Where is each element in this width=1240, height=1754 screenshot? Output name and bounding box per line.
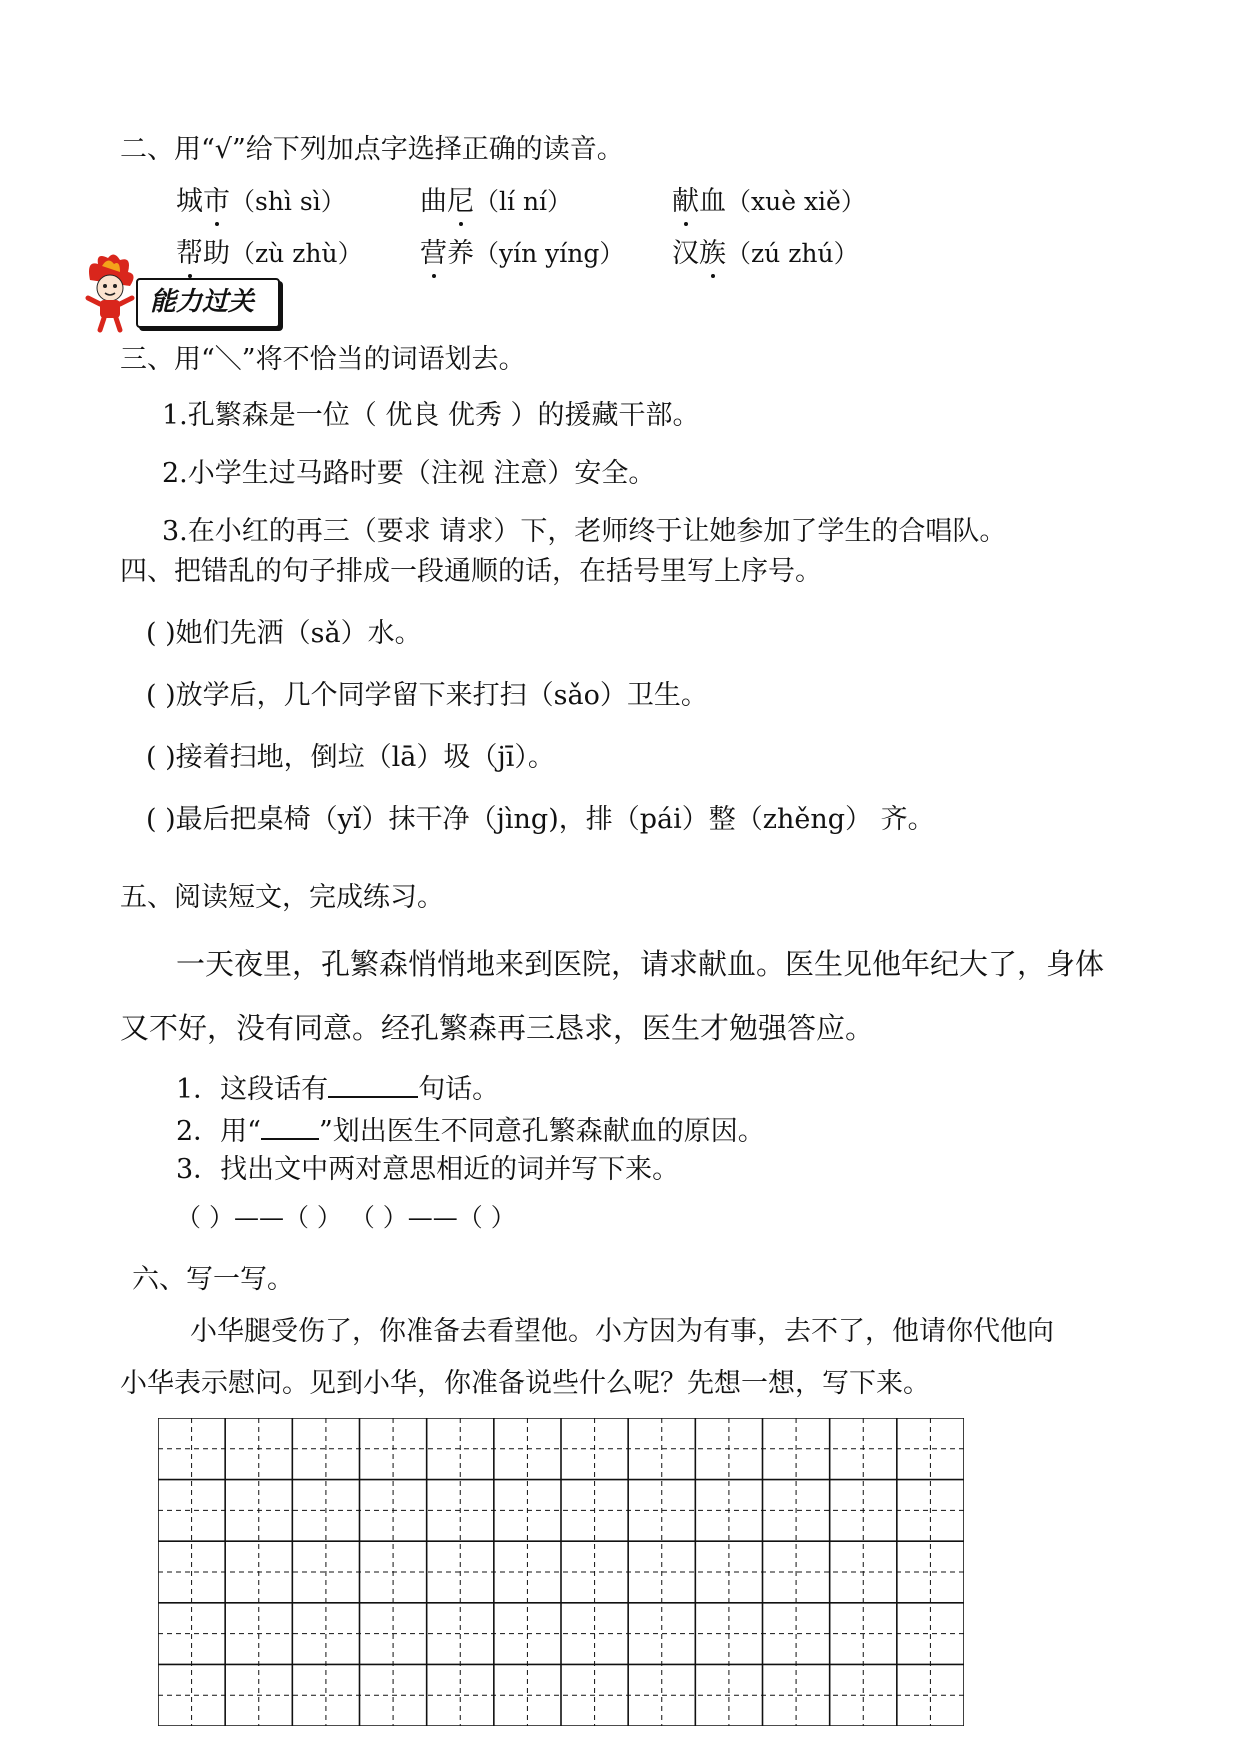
q2-item-4: 帮助（zù zhù）: [176, 236, 363, 272]
q5-title: 五、阅读短文，完成练习。: [120, 882, 444, 913]
q4-item-2: ( )放学后，几个同学留下来打扫（sǎo）卫生。: [146, 680, 708, 711]
q2-item-3: 献血（xuè xiě）: [672, 184, 866, 220]
q5-passage-line-1: 一天夜里，孔繁森悄悄地来到医院，请求献血。医生见他年纪大了，身体: [176, 947, 1105, 981]
q5-question-2: 2．用“ ”划出医生不同意孔繁森献血的原因。: [176, 1110, 765, 1150]
q2-title: 二、用“√”给下列加点字选择正确的读音。: [120, 134, 624, 165]
q3-title: 三、用“＼”将不恰当的词语划去。: [120, 344, 526, 375]
writing-grid[interactable]: [158, 1418, 964, 1726]
mascot-icon: [80, 250, 140, 334]
section-badge: [80, 250, 280, 340]
q2-item-1: 城市（shì sì）: [176, 184, 346, 220]
q2-item-2: 曲尼（lí ní）: [420, 184, 572, 220]
q5-question-1: 1．这段话有 句话。: [176, 1068, 499, 1108]
q3-item-3: 3.在小红的再三（要求 请求）下，老师终于让她参加了学生的合唱队。: [162, 516, 1007, 547]
underline-sample: [261, 1110, 319, 1140]
badge-banner: [136, 278, 280, 328]
q5-passage-line-2: 又不好，没有同意。经孔繁森再三恳求，医生才勉强答应。: [120, 1011, 875, 1045]
answer-blank[interactable]: [328, 1068, 418, 1098]
q3-item-1: 1.孔繁森是一位（ 优良 优秀 ）的援藏干部。: [162, 400, 700, 431]
q6-prompt-line-1: 小华腿受伤了，你准备去看望他。小方因为有事，去不了，他请你代他向: [190, 1316, 1054, 1347]
q6-title: 六、写一写。: [132, 1264, 294, 1295]
badge-label: 能力过关: [150, 287, 255, 317]
q5-answer-row: （ ）——（ ） （ ）——（ ）: [176, 1203, 516, 1232]
q2-item-5: 营养（yín yíng）: [420, 236, 624, 272]
q4-item-4: ( )最后把桌椅（yǐ）抹干净（jìng)，排（pái）整（zhěng） 齐。: [146, 804, 935, 835]
q2-item-6: 汉族（zú zhú）: [672, 236, 859, 272]
q3-item-2: 2.小学生过马路时要（注视 注意）安全。: [162, 458, 656, 489]
q6-prompt-line-2: 小华表示慰问。见到小华，你准备说些什么呢？先想一想，写下来。: [120, 1368, 930, 1399]
q4-title: 四、把错乱的句子排成一段通顺的话，在括号里写上序号。: [120, 556, 822, 587]
q4-item-3: ( )接着扫地，倒垃（lā）圾（jī）。: [146, 742, 555, 773]
q5-question-3: 3．找出文中两对意思相近的词并写下来。: [176, 1154, 680, 1185]
q4-item-1: ( )她们先洒（sǎ）水。: [146, 618, 422, 649]
